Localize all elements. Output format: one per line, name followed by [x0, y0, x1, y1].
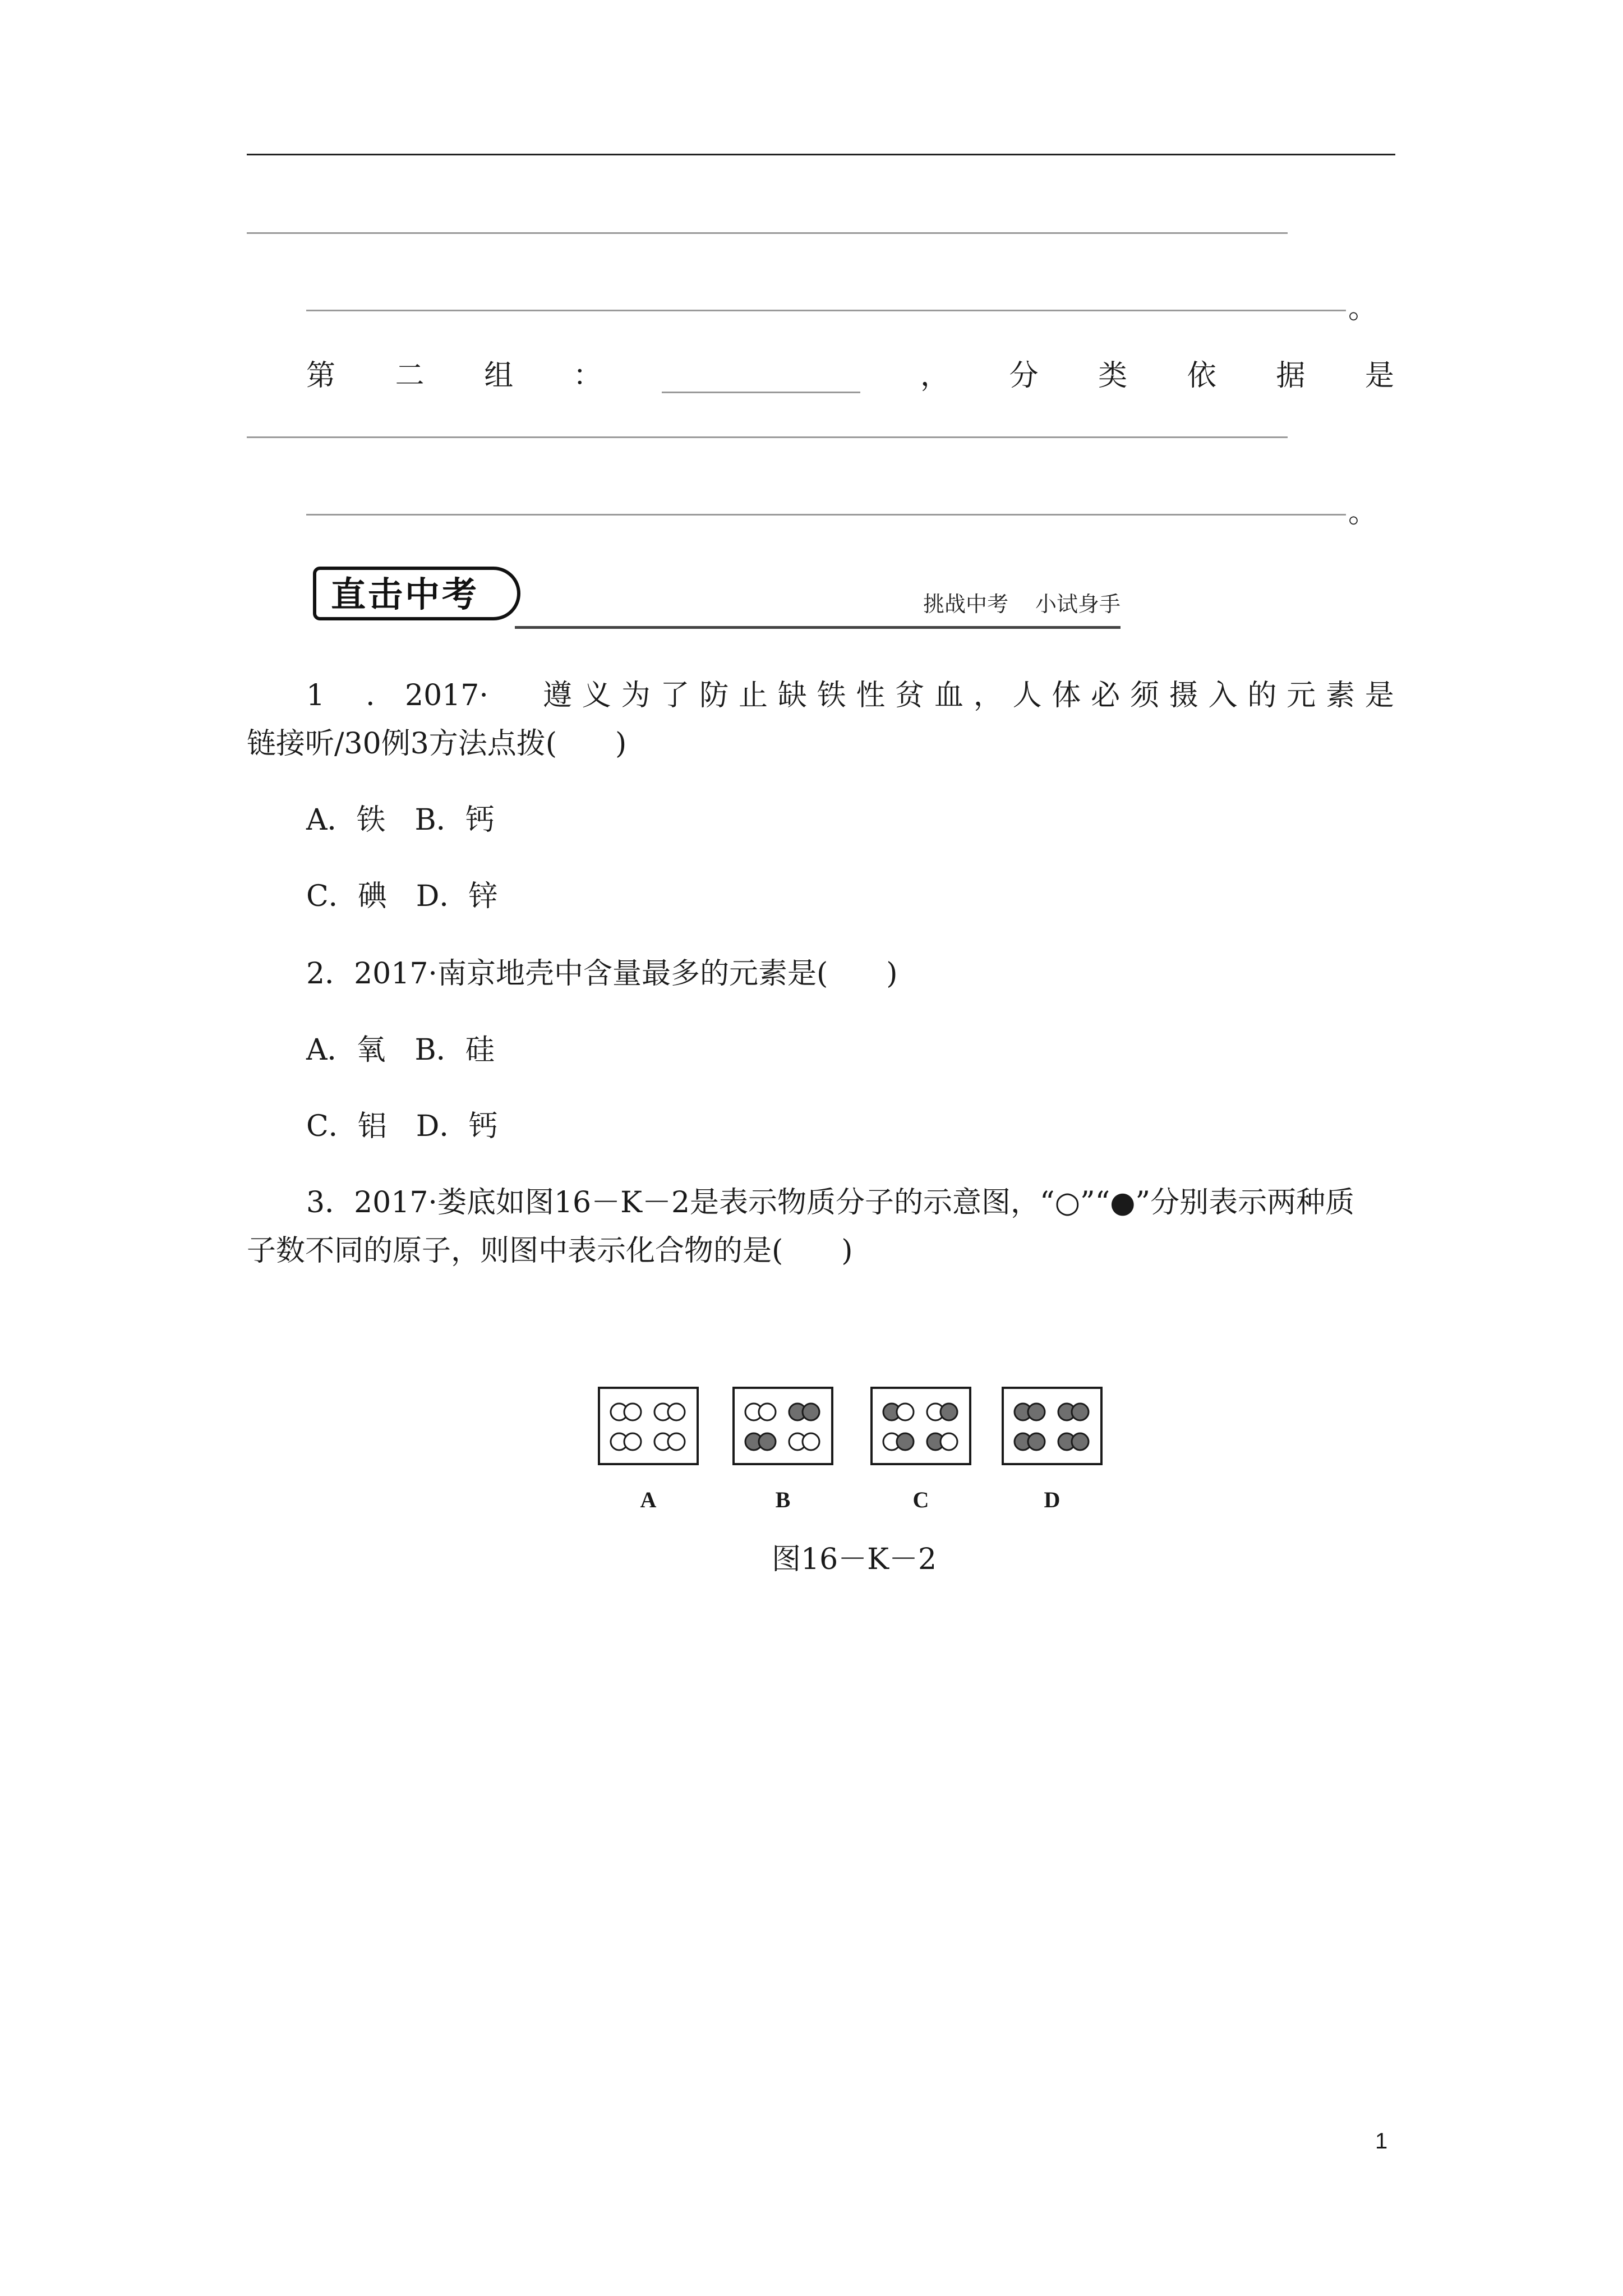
question-1-char: 血	[934, 679, 963, 712]
question-1-char: 的	[1247, 679, 1277, 712]
group-two-char: 据	[1276, 359, 1306, 393]
molecule-panel-d	[1002, 1387, 1103, 1465]
question-1-char: 义	[582, 679, 611, 712]
group-two-inline-blank	[662, 359, 860, 393]
group-two-char: 二	[395, 359, 425, 393]
banner-subtitle-1: 挑战中考	[923, 592, 1008, 616]
question-1-number: 1	[306, 679, 325, 712]
banner-subtitle-2: 小试身手	[1035, 592, 1121, 616]
molecule-panel-b	[732, 1387, 833, 1465]
question-1-char: 体	[1052, 679, 1081, 712]
question-1-char: 摄	[1169, 679, 1198, 712]
group-two-char: 组	[484, 359, 514, 393]
question-1-char: 了	[660, 679, 690, 712]
molecule-label-d: D	[1044, 1487, 1061, 1512]
question-1-char: 止	[738, 679, 768, 712]
question-1-stem-line-2: 链接听/30例3方法点拨( )	[247, 727, 627, 761]
question-1-dot: .	[366, 679, 375, 712]
group-two-char: 第	[306, 359, 336, 393]
sentence-period: 。	[1348, 292, 1378, 325]
figure-caption: 图16－K－2	[772, 1543, 937, 1576]
question-2-options-row-2: C．铝 D．钙	[306, 1110, 498, 1143]
molecule-label-c: C	[912, 1487, 929, 1512]
group-two-char: 类	[1098, 359, 1128, 393]
question-1-source: 2017·	[405, 679, 488, 712]
answer-blank-line	[247, 232, 1288, 234]
molecule-panel-c	[870, 1387, 971, 1465]
answer-blank-line	[306, 514, 1346, 516]
group-two-char: 分	[1009, 359, 1039, 393]
molecule-panel-a	[598, 1387, 699, 1465]
banner-subtitle	[923, 590, 1121, 618]
banner-title-box	[313, 567, 520, 620]
question-1-char: 元	[1287, 679, 1316, 712]
header-rule	[247, 154, 1395, 155]
question-2-options-row-1: A．氧 B．硅	[306, 1033, 495, 1067]
molecule-diagram-b	[732, 1387, 833, 1465]
section-banner	[313, 567, 1122, 628]
question-1-char: 必	[1091, 679, 1121, 712]
group-two-char: ：	[573, 359, 602, 393]
question-1-options-row-1: A．铁 B．钙	[306, 803, 495, 837]
banner-underline	[515, 626, 1121, 629]
question-3-stem-line-2: 子数不同的原子，则图中表示化合物的是( )	[247, 1234, 853, 1268]
question-1-char: 性	[856, 679, 886, 712]
question-2-stem: 2．2017·南京地壳中含量最多的元素是( )	[306, 957, 898, 991]
question-1-char: 入	[1208, 679, 1238, 712]
molecule-label-a: A	[640, 1487, 657, 1512]
molecule-diagram-c	[870, 1387, 971, 1465]
question-1-stem-line-1	[543, 679, 1394, 712]
question-1-options-row-2: C．碘 D．锌	[306, 880, 498, 913]
group-two-char: ，	[920, 359, 949, 393]
group-two-char: 依	[1187, 359, 1216, 393]
answer-blank-line	[247, 436, 1288, 438]
page-number: 1	[1375, 2129, 1388, 2154]
answer-blank-line	[306, 310, 1346, 311]
question-1-char: 防	[699, 679, 729, 712]
question-3-stem-line-1: 3．2017·娄底如图16－K－2是表示物质分子的示意图，“○”“●”分别表示两种质	[306, 1186, 1355, 1220]
question-1-char: 遵	[543, 679, 573, 712]
question-1-char: 铁	[817, 679, 846, 712]
molecule-diagram-d	[1002, 1387, 1103, 1465]
question-1-char: 须	[1129, 679, 1159, 712]
question-1-char: 素	[1325, 679, 1355, 712]
question-1-char: 是	[1364, 679, 1394, 712]
banner-title: 直击中考	[331, 574, 479, 615]
group-two-line	[306, 359, 1394, 393]
sentence-period: 。	[1348, 496, 1378, 530]
group-two-char: 是	[1364, 359, 1394, 393]
molecule-label-b: B	[775, 1487, 791, 1512]
molecule-diagram-a	[598, 1387, 699, 1465]
question-1-char: ，	[973, 679, 1003, 712]
question-1-char: 缺	[777, 679, 807, 712]
question-1-char: 贫	[895, 679, 925, 712]
question-1-char: 为	[621, 679, 651, 712]
question-1-char: 人	[1012, 679, 1042, 712]
